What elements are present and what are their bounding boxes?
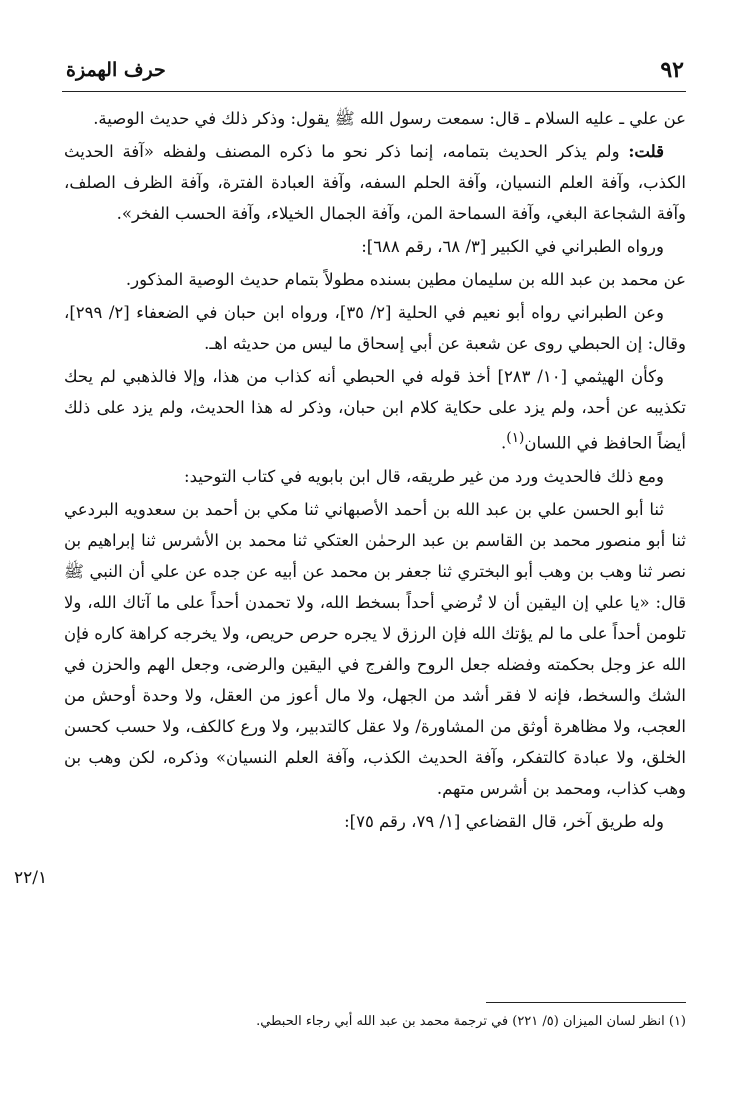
chapter-title: حرف الهمزة (66, 59, 166, 81)
footnote: (١) انظر لسان الميزان (٥/ ٢٢١) في ترجمة محمد بن عبد الله أبي رجاء الحبطي. (256, 1014, 686, 1029)
footnote-marker: (١) (506, 430, 525, 446)
paragraph-2 (64, 136, 686, 229)
paragraph-3: ورواه الطبراني في الكبير [٣/ ٦٨، رقم ٦٨٨]: (361, 237, 664, 256)
paragraph-4: عن محمد بن عبد الله بن سليمان مطين بسنده مطولاً بتمام حديث الوصية المذكور. (125, 270, 686, 289)
paragraph-6: وكأن الهيثمي [١٠/ ٢٨٣] أخذ قوله في الحبطي أنه كذاب من هذا، وإلا فالذهبي لم يحك تكذيبه عن أحد، ولم يزد على حكاية كلام ابن حبان، وذكر له هذا الحديث، ولم يزد على ذلك أيضاً الحافظ في اللسان$^{(١)}$. (64, 367, 686, 453)
paragraph-6-text: وكأن الهيثمي [١٠/ ٢٨٣] أخذ قوله في الحبطي أنه كذاب من هذا، وإلا فالذهبي لم يحك تكذيبه عن أحد، ولم يزد على حكاية كلام ابن حبان، وذكر له هذا الحديث، ولم يزد على ذلك أيضاً الحافظ في اللسان (64, 367, 686, 453)
main-text (64, 103, 686, 839)
qult-label: قلت: (628, 142, 664, 161)
paragraph-9: وله طريق آخر، قال القضاعي [١/ ٧٩، رقم ٧٥]: (344, 811, 664, 831)
paragraph-1: عن علي ـ عليه السلام ـ قال: سمعت رسول الله ﷺ يقول: وذكر ذلك في حديث الوصية. (93, 109, 686, 128)
paragraph-8: ثنا أبو الحسن علي بن عبد الله بن أحمد الأصبهاني ثنا مكي بن أحمد بن سعدويه البردعي ثنا أبو منصور محمد بن القاسم بن عبد الرحمٰن العتكي ثنا محمد بن الأشرس ثنا إبراهيم بن نصر ثنا وهب بن وهب أبو البختري ثنا جعفر بن محمد عن أبيه عن جده عن علي أن النبي ﷺ قال: «يا علي إن اليقين أن لا تُرضي أحداً بسخط الله، ولا تحمدن أحداً على ما آتاك الله، ولا تلومن أحداً على ما لم يؤتك الله فإن الرزق لا يجره حرص حريص، ولا يخرجه كراهة كاره فإن الله عز وجل بحكمته وفضله جعل الروح والفرج في اليقين والرضى، وجعل الهم والحزن في الشك والسخط، فإنه لا فقر أشد من الجهل، ولا مال أعوز من العقل، ولا وحدة أوحش من العجب، ولا مظاهرة أوثق من المشاورة/ ولا عقل كالتدبير، ولا ورع كالكف، ولا حسب كحسن الخلق، ولا عبادة كالتفكر، وآفة الحديث الكذب، وآفة العلم النسيان» وذكره، لكن وهب بن وهب كذاب، ومحمد بن أشرس متهم. (64, 499, 686, 798)
paragraph-7: ومع ذلك فالحديث ورد من غير طريقه، قال ابن بابويه في كتاب التوحيد: (184, 466, 664, 486)
page-number: ٩٢ (660, 57, 684, 83)
footnote-divider (486, 1002, 686, 1003)
page-header (62, 55, 686, 92)
margin-reference: ٢٢/١ (14, 868, 48, 888)
paragraph-2-text: ولم يذكر الحديث بتمامه، إنما ذكر نحو ما ذكره المصنف ولفظه «آفة الحديث الكذب، وآفة العلم النسيان، وآفة الحلم السفه، وآفة العبادة الفترة، وآفة الظرف الصلف، وآفة الشجاعة البغي، وآفة السماحة المن، وآفة الجمال الخيلاء، وآفة الحسب الفخر». (64, 142, 686, 223)
paragraph-5: وعن الطبراني رواه أبو نعيم في الحلية [٢/ ٣٥]، ورواه ابن حبان في الضعفاء [٢/ ٢٩٩]، وقال: إن الحبطي روى عن شعبة عن أبي إسحاق ما ليس من حديثه اهـ. (64, 303, 686, 353)
